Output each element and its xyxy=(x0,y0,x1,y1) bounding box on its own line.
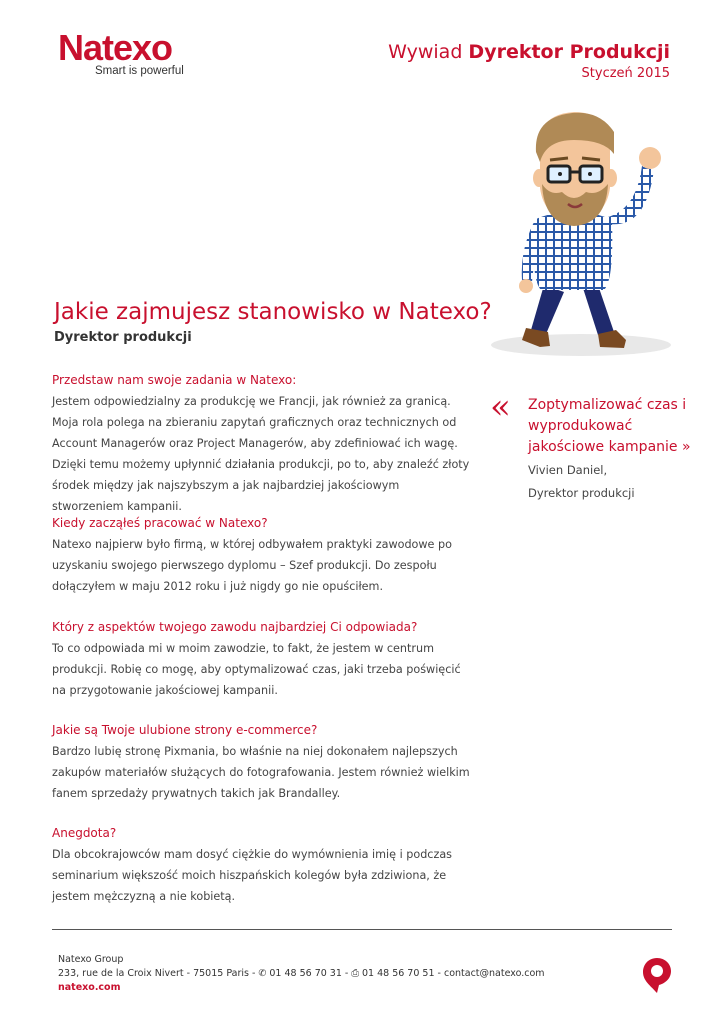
question: Przedstaw nam swoje zadania w Natexo: xyxy=(52,373,297,387)
answer: To co odpowiada mi w moim zawodzie, to fakt, że jestem w centrum produkcji. Robię co mogę, aby optymalizować czas, jaki trzeba poświęcić na przygotowanie jakościowej kampanii. xyxy=(52,642,461,697)
quote-author-role: Dyrektor produkcji xyxy=(528,486,635,500)
qa-section xyxy=(52,823,472,907)
quote-mark-icon: « xyxy=(490,387,511,427)
page-header xyxy=(388,40,670,81)
character-illustration xyxy=(486,100,686,360)
answer: Natexo najpierw było firmą, w której odbywałem praktyki zawodowe po uzyskaniu swojego pierwszego dyplomu – Szef produkcji. Do zespołu dołączyłem w maju 2012 roku i już nigdy go nie opuściłem. xyxy=(52,538,452,593)
answer: Dla obcokrajowców mam dosyć ciężkie do wymównienia imię i podczas seminarium większość moich hiszpańskich kolegów była zdziwiona, że jestem mężczyzną a nie kobietą. xyxy=(52,848,452,903)
footer-company: Natexo Group xyxy=(58,954,124,965)
answer: Jestem odpowiedzialny za produkcję we Francji, jak również za granicą. Moja rola polega na zbieraniu zapytań graficznych oraz technicznych od Account Managerów oraz Project Managerów, aby zdefiniować ich wagę. Dzięki temu możemy upłynnić działania produkcji, po to, aby znaleźć złoty środek między jak najszybszym a jak najbardziej jakościowym stworzeniem kampanii. xyxy=(52,395,470,513)
pull-quote xyxy=(490,387,695,504)
brand-logo xyxy=(58,27,208,80)
logo-wordmark: Natexo xyxy=(58,27,173,68)
page-title: Jakie zajmujesz stanowisko w Natexo? xyxy=(54,299,492,325)
footer-website-link[interactable]: natexo.com xyxy=(58,982,121,993)
quote-text: Zoptymalizować czas i wyprodukować jakościowe kampanie » xyxy=(528,397,691,455)
question: Kiedy zacząłeś pracować w Natexo? xyxy=(52,516,268,530)
footer xyxy=(58,953,545,995)
qa-section xyxy=(52,370,472,517)
question: Anegdota? xyxy=(52,826,117,840)
qa-section xyxy=(52,617,472,701)
interview-date: Styczeń 2015 xyxy=(581,66,670,81)
footer-address: 233, rue de la Croix Nivert - 75015 Paris - ✆ 01 48 56 70 31 - ⎙ 01 48 56 70 51 - contact@natexo.com xyxy=(58,968,545,979)
location-pin-icon xyxy=(640,955,674,995)
footer-divider xyxy=(52,929,672,930)
logo-tagline: Smart is powerful xyxy=(95,65,184,77)
qa-section xyxy=(52,513,472,597)
page-subtitle: Dyrektor produkcji xyxy=(54,330,192,345)
quote-author-name: Vivien Daniel, xyxy=(528,463,608,477)
answer: Bardzo lubię stronę Pixmania, bo właśnie na niej dokonałem najlepszych zakupów materiałów służących do fotografowania. Jestem również wielkim fanem sprzedaży prywatnych takich jak Brandalley. xyxy=(52,745,470,800)
qa-section xyxy=(52,720,472,804)
interview-title: Wywiad Dyrektor Produkcji xyxy=(388,41,670,63)
question: Jakie są Twoje ulubione strony e-commerce? xyxy=(52,723,318,737)
question: Który z aspektów twojego zawodu najbardziej Ci odpowiada? xyxy=(52,620,418,634)
